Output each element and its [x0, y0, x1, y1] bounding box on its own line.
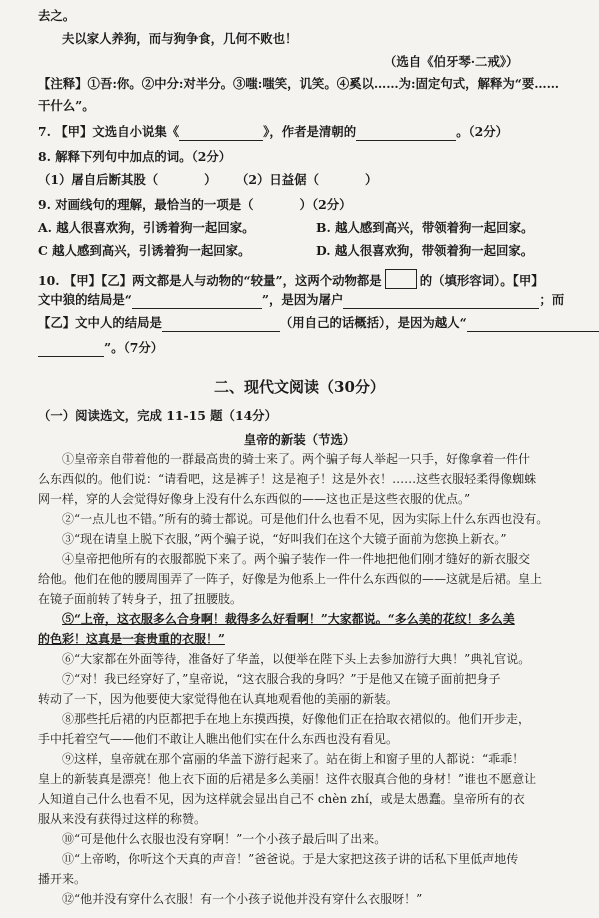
section-title: 二、现代文阅读（30分） — [214, 378, 385, 396]
passage-line: ②“一点儿也不错。”所有的骑士都说。可是他们什么也看不见，因为实际上什么东西也没有。 — [62, 512, 549, 526]
q7-blank-author[interactable] — [356, 124, 456, 141]
passage-line: 皇上的新装真是漂亮！他上衣下面的后裙是多么美丽！这件衣服真合他的身材！”谁也不愿意让 — [38, 772, 537, 786]
q10-text: ”，是因为屠户 — [261, 292, 344, 307]
classical-line: 去之。 — [38, 8, 76, 23]
q10-text: 文中狼的结局是“ — [38, 292, 132, 307]
q10-blank-butcher-reason[interactable] — [343, 292, 539, 309]
source-citation: （选自《伯牙琴·二戒》） — [384, 54, 519, 69]
sub-section-title: （一）阅读选文，完成 11-15 题（14分） — [38, 408, 277, 423]
q7-text: 。（2分） — [456, 124, 509, 139]
question-9 — [38, 197, 351, 213]
question-8-item-1 — [38, 172, 217, 188]
annotation-line: 【注释】①吾:你。②中分:对半分。③嗤:嗤笑，讥笑。④奚以……为:固定句式，解释为“要…… — [38, 76, 560, 91]
passage-line: 转动了一下，因为他要使大家觉得他在认真地观看他的美丽的新装。 — [38, 692, 399, 706]
q7-text: 7. 【甲】文选自小说集《 — [38, 124, 180, 139]
passage-line: ⑩“可是他什么衣服也没有穿啊！”一个小孩子最后叫了出来。 — [62, 832, 387, 846]
q10-blank-reason-cont[interactable] — [38, 340, 104, 357]
q7-text: 》，作者是清朝的 — [263, 124, 357, 139]
q10-text: ”。（7分） — [104, 340, 164, 355]
passage-line: 么东西似的。他们说：“请看吧，这是裤子！这是袍子！这是外衣！……这些衣服轻柔得像蜘蛛 — [38, 472, 537, 486]
passage-line: 手中托着空气——他们不敢让人瞧出他们实在什么东西也没有看见。 — [38, 732, 399, 746]
q8-1-end: ） — [204, 172, 217, 187]
question-7 — [38, 124, 508, 141]
q9-option-d[interactable]: D. 越人很喜欢狗，带领着狗一起回家。 — [316, 243, 534, 258]
q10-text: ；而 — [539, 292, 565, 307]
passage-line: ⑪“上帝哟，你听这个天真的声音！”爸爸说。于是大家把这孩子讲的话私下里低声地传 — [62, 852, 519, 866]
passage-line: 给他。他们在他的腰周围弄了一阵子，好像是为他系上一件什么东西似的——这就是后裙。皇上 — [38, 572, 543, 586]
passage-line: 在镜子面前转了转身子，扭了扭腰肢。 — [38, 592, 243, 606]
q10-blank-wolf-ending[interactable] — [132, 292, 262, 309]
q9-answer[interactable] — [254, 197, 300, 213]
q10-text: 的（填形容词）。【甲】 — [419, 273, 544, 288]
passage-line: 人知道自己什么也看不见，因为这样就会显出自己不 chèn zhí，或是太愚蠢。皇帝所有的衣 — [38, 792, 525, 806]
question-10-line-1 — [38, 269, 544, 289]
question-10-line-2 — [38, 292, 564, 309]
passage-line: 服从来没有获得过这样的称赞。 — [38, 812, 207, 826]
q8-2-answer[interactable] — [319, 172, 365, 188]
q9-option-a[interactable]: A. 越人很喜欢狗，引诱着狗一起回家。 — [38, 220, 255, 235]
q8-2-text: （2）日益倨（ — [236, 172, 319, 187]
q8-1-answer[interactable] — [158, 172, 204, 188]
passage-line: ⑦“对！我已经穿好了，”皇帝说，“这衣服合我的身吗？”于是他又在镜子面前把身子 — [62, 672, 501, 686]
q8-1-text: （1）屠自后断其股（ — [38, 172, 159, 187]
q9-end: ）（2分） — [299, 197, 352, 212]
passage-line: ③“现在请皇上脱下衣服，”两个骗子说，“好叫我们在这个大镜子面前为您换上新衣。” — [62, 532, 507, 546]
q9-option-c[interactable]: C 越人感到高兴，引诱着狗一起回家。 — [38, 243, 251, 258]
q9-option-b[interactable]: B. 越人感到高兴，带领着狗一起回家。 — [316, 220, 534, 235]
passage-line: 播开来。 — [38, 872, 87, 886]
passage-line-underlined: 的色彩！这真是一套贵重的衣服！” — [38, 632, 225, 646]
passage-line-underlined: ⑤“上帝，这衣服多么合身啊！裁得多么好看啊！”大家都说。“多么美的花纹！多么美 — [62, 612, 515, 626]
q7-blank-collection[interactable] — [179, 124, 263, 141]
q9-text: 9. 对画线句的理解，最恰当的一项是（ — [38, 197, 254, 212]
passage-line: ⑥“大家都在外面等待，准备好了华盖，以便举在陛下头上去参加游行大典！”典礼官说。 — [62, 652, 531, 666]
q10-blank-reason[interactable] — [467, 315, 599, 332]
passage-line: ④皇帝把他所有的衣服都脱下来了。两个骗子装作一件一件地把他们刚才缝好的新衣服交 — [62, 552, 531, 566]
passage-line: ⑫“他并没有穿什么衣服！有一个小孩子说他并没有穿什么衣服呀！” — [62, 892, 423, 906]
passage-line: 网一样，穿的人会觉得好像身上没有什么东西似的——这也正是这些衣服的优点。” — [38, 492, 471, 506]
q10-text: （用自己的话概括），是因为越人“ — [279, 315, 467, 330]
q10-text: 10. 【甲】【乙】两文都是人与动物的“较量”，这两个动物都是 — [38, 273, 382, 288]
q10-blank-man-ending[interactable] — [162, 315, 280, 332]
question-10-line-3 — [38, 315, 599, 332]
passage-line: ①皇帝亲自带着他的一群最高贵的骑士来了。两个骗子每人举起一只手，好像拿着一件什 — [62, 452, 531, 466]
question-8-item-2 — [236, 172, 377, 188]
passage-line: ⑨这样，皇帝就在那个富丽的华盖下游行起来了。站在街上和窗子里的人都说：“乖乖！ — [62, 752, 525, 766]
q8-2-end: ） — [364, 172, 378, 187]
annotation-line: 干什么”。 — [38, 98, 95, 113]
classical-line: 夫以家人养狗，而与狗争食，几何不败也！ — [62, 31, 298, 46]
question-8: 8. 解释下列句中加点的词。（2分） — [38, 149, 232, 164]
q10-text: 【乙】文中人的结局是 — [38, 315, 162, 330]
story-title: 皇帝的新装（节选） — [243, 432, 356, 447]
question-10-line-4 — [38, 340, 163, 357]
q10-answer-box[interactable] — [385, 269, 417, 289]
passage-line: ⑧那些托后裙的内臣都把手在地上东摸西摸，好像他们正在拾取衣裙似的。他们开步走， — [62, 712, 531, 726]
